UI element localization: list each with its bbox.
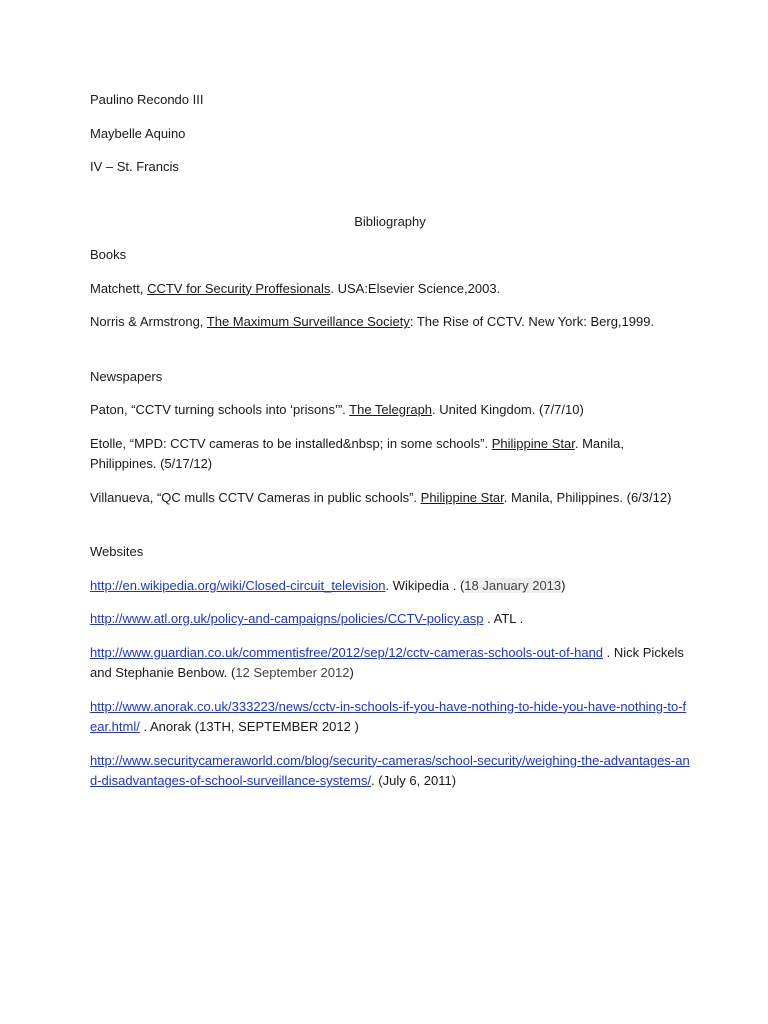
websites-heading: Websites (90, 544, 144, 559)
website-link[interactable]: http://en.wikipedia.org/wiki/Closed-circuit_television (90, 577, 386, 593)
website-entry-2 (90, 609, 690, 630)
website-entry-3 (90, 643, 690, 684)
books-heading: Books (90, 247, 127, 262)
website-link[interactable]: http://www.securitycameraworld.com/blog/security-cameras/school-security/weighing-the-advantages-and-disadvantages-of-school-surveillance-systems/ (90, 752, 690, 788)
article-location-date: . Manila, Philippines. (6/3/12) (503, 489, 672, 505)
book-publisher: . USA:Elsevier Science,2003. (330, 280, 501, 296)
access-date: 18 January 2013 (464, 577, 562, 593)
article-citation: Paton, “CCTV turning schools into ‘prisons’”. (90, 402, 350, 417)
document-title: Bibliography (354, 213, 426, 229)
article-location-date: . Manila, Philippines. (5/17/12) (90, 435, 624, 471)
access-date: 12 September 2012 (235, 665, 350, 680)
book-title: CCTV for Security Proffesionals (147, 280, 331, 296)
website-citation: . Anorak (13TH, SEPTEMBER 2012 ) (139, 719, 359, 734)
book-author: Matchett, (90, 280, 148, 296)
website-entry-1 (90, 576, 690, 597)
website-citation: . Wikipedia . ( (385, 577, 465, 593)
book-title: The Maximum Surveillance Society (206, 314, 410, 329)
article-location-date: . United Kingdom. (7/7/10) (432, 402, 584, 417)
document-body (90, 90, 690, 792)
newspaper-entry-3 (90, 488, 690, 509)
author-name-2: Maybelle Aquino (90, 125, 186, 141)
author-name-1: Paulino Recondo III (90, 92, 204, 107)
website-link[interactable]: http://www.guardian.co.uk/commentisfree/2012/sep/12/cctv-cameras-schools-out-of-hand (90, 644, 604, 660)
newspaper-name: Philippine Star (491, 435, 575, 451)
website-entry-5 (90, 751, 690, 792)
book-publisher: : The Rise of CCTV. New York: Berg,1999. (409, 314, 655, 329)
website-citation: . (July 6, 2011) (371, 773, 457, 788)
citation-end: ) (349, 665, 354, 680)
article-citation: Villanueva, “QC mulls CCTV Cameras in public schools”. (90, 489, 421, 505)
newspaper-entry-2 (90, 434, 690, 475)
newspaper-name: The Telegraph (349, 402, 433, 417)
article-citation: Etolle, “MPD: CCTV cameras to be installed&nbsp; in some schools”. (90, 435, 492, 451)
book-author: Norris & Armstrong, (90, 314, 207, 329)
website-entry-4 (90, 697, 690, 738)
website-citation: . ATL . (483, 611, 524, 626)
website-citation: . Nick Pickels and Stephanie Benbow. ( (90, 644, 684, 680)
newspaper-name: Philippine Star (420, 489, 504, 505)
citation-end: ) (561, 577, 566, 593)
website-link[interactable]: http://www.anorak.co.uk/333223/news/cctv-in-schools-if-you-have-nothing-to-hide-you-have-nothing-to-fear.html/ (90, 698, 687, 734)
newspapers-heading: Newspapers (90, 368, 163, 384)
website-link[interactable]: http://www.atl.org.uk/policy-and-campaigns/policies/CCTV-policy.asp (90, 611, 484, 626)
newspaper-entry-1 (90, 400, 690, 421)
book-entry-2 (90, 312, 690, 333)
class-section: IV – St. Francis (90, 159, 179, 174)
book-entry-1 (90, 279, 690, 300)
